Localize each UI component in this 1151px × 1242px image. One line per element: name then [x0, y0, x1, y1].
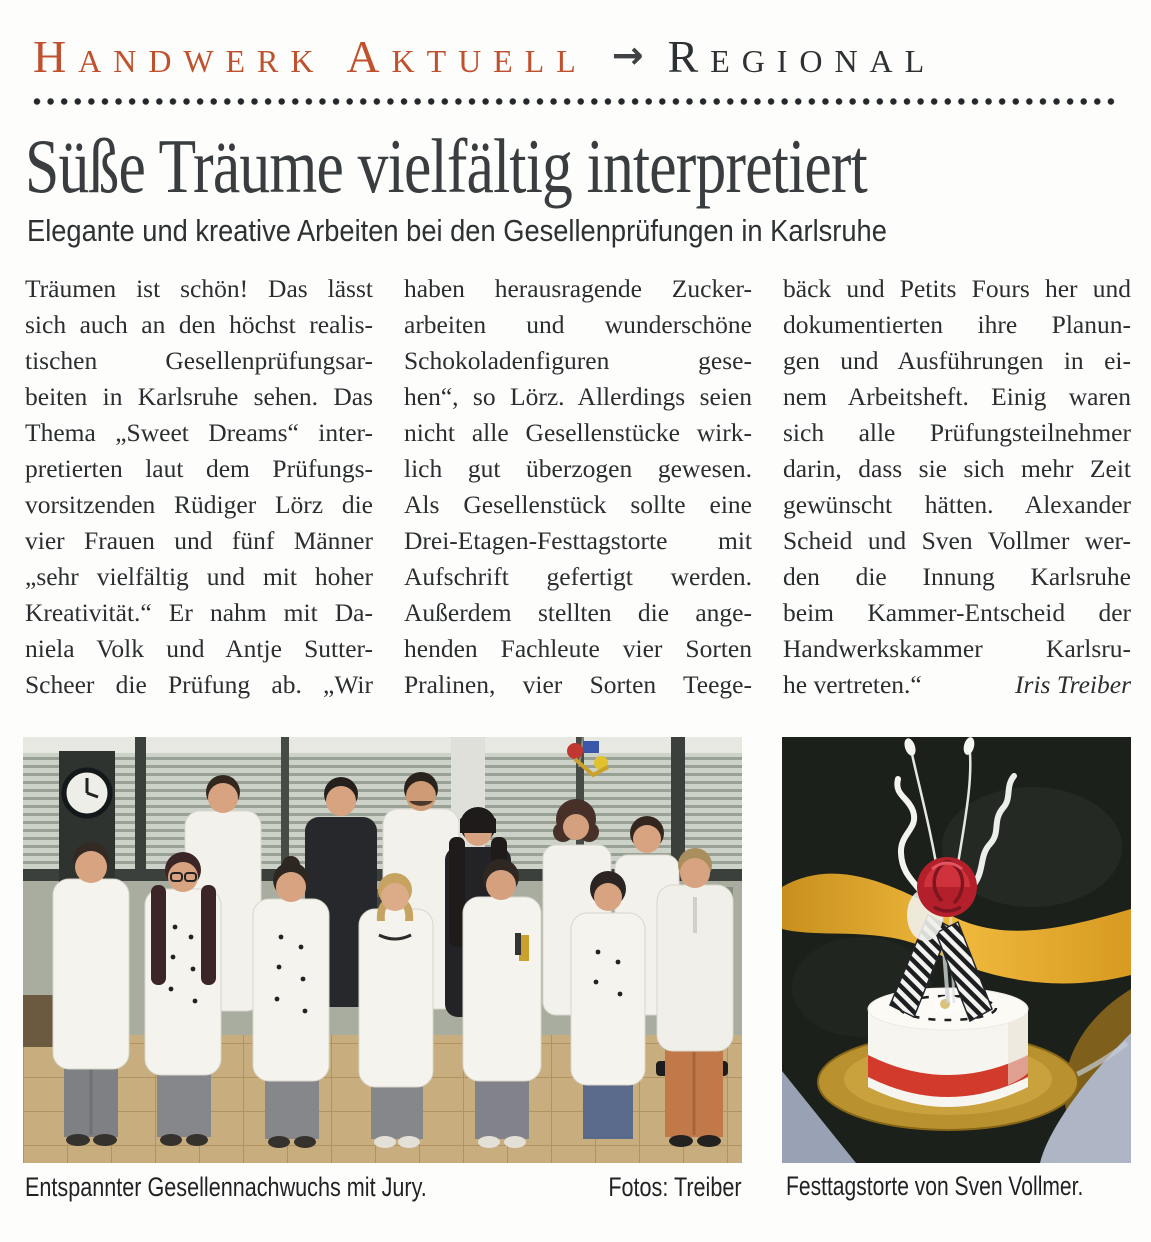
photo-credit: Fotos: Treiber [608, 1172, 742, 1202]
text-line: Handwerkskammer Karlsru- [783, 634, 1131, 663]
text-line: Scheer die Prüfung ab. „Wir [25, 670, 373, 699]
caption-row [25, 1171, 742, 1203]
text-line: „sehr vielfältig und mit hoher [25, 562, 373, 591]
text-line: darin, dass sie sich mehr Zeit [783, 454, 1131, 483]
text-line: sich auch an den höchst realis- [25, 310, 373, 339]
column-2 [404, 271, 752, 703]
text-line: lich gut überzogen gewesen. [404, 454, 752, 483]
cake-photo [782, 737, 1131, 1163]
section-label: Handwerk Aktuell [33, 31, 588, 82]
group-photo [23, 737, 742, 1163]
text-line: beim Kammer-Entscheid der [783, 598, 1131, 627]
article-title: Süße Träume vielfältig interpretiert [25, 123, 867, 209]
text-line: Pralinen, vier Sorten Teege- [404, 670, 752, 699]
text-line: Drei-Etagen-Festtagstorte mit [404, 526, 752, 555]
caption-left: Entspannter Gesellennachwuchs mit Jury. [25, 1172, 427, 1202]
subsection-label: Regional [667, 31, 937, 82]
column-1 [25, 271, 373, 703]
text-line: Scheid und Sven Vollmer wer- [783, 526, 1131, 555]
closing-quote-text: he vertreten.“ [783, 670, 922, 699]
column-3 [783, 271, 1131, 703]
text-line: gewünscht hätten. Alexander [783, 490, 1131, 519]
text-line: den die Innung Karlsruhe [783, 562, 1131, 591]
text-line: Schokoladenfiguren gese- [404, 346, 752, 375]
text-line: vorsitzenden Rüdiger Lörz die [25, 490, 373, 519]
dotted-rule [33, 97, 1121, 106]
text-line: Thema „Sweet Dreams“ inter- [25, 418, 373, 447]
text-line: beiten in Karlsruhe sehen. Das [25, 382, 373, 411]
text-line: sich alle Prüfungsteilnehmer [783, 418, 1131, 447]
text-line: tischen Gesellenprüfungsar- [25, 346, 373, 375]
text-line: nem Arbeitsheft. Einig waren [783, 382, 1131, 411]
caption-right: Festtagstorte von Sven Vollmer. [786, 1171, 1084, 1201]
text-line: gen und Ausführungen in ei- [783, 346, 1131, 375]
article-subtitle: Elegante und kreative Arbeiten bei den Gesellenprüfungen in Karlsruhe [27, 213, 887, 248]
text-line: henden Fachleute vier Sorten [404, 634, 752, 663]
text-line: haben herausragende Zucker- [404, 274, 752, 303]
person [53, 842, 129, 1146]
text-line: dokumentierten ihre Planun- [783, 310, 1131, 339]
text-line: Kreativität.“ Er nahm mit Da- [25, 598, 373, 627]
text-line: nicht alle Gesellenstücke wirk- [404, 418, 752, 447]
text-line: niela Volk und Antje Sutter- [25, 634, 373, 663]
text-line: pretierten laut dem Prüfungs- [25, 454, 373, 483]
sugar-rose [917, 857, 977, 917]
text-line: Träumen ist schön! Das lässt [25, 274, 373, 303]
text-line: vier Frauen und fünf Männer [25, 526, 373, 555]
text-line: Außerdem stellten die ange- [404, 598, 752, 627]
text-line: hen“, so Lörz. Allerdings seien [404, 382, 752, 411]
arrow-right-icon: → [611, 33, 644, 77]
text-line [783, 667, 1131, 703]
text-line: Aufschrift gefertigt werden. [404, 562, 752, 591]
text-line: bäck und Petits Fours her und [783, 274, 1131, 303]
text-line: Als Gesellenstück sollte eine [404, 490, 752, 519]
person [657, 848, 733, 1147]
text-line: arbeiten und wunderschöne [404, 310, 752, 339]
author-byline: Iris Treiber [1015, 670, 1131, 699]
masthead [33, 31, 937, 82]
article-body [25, 271, 1131, 703]
